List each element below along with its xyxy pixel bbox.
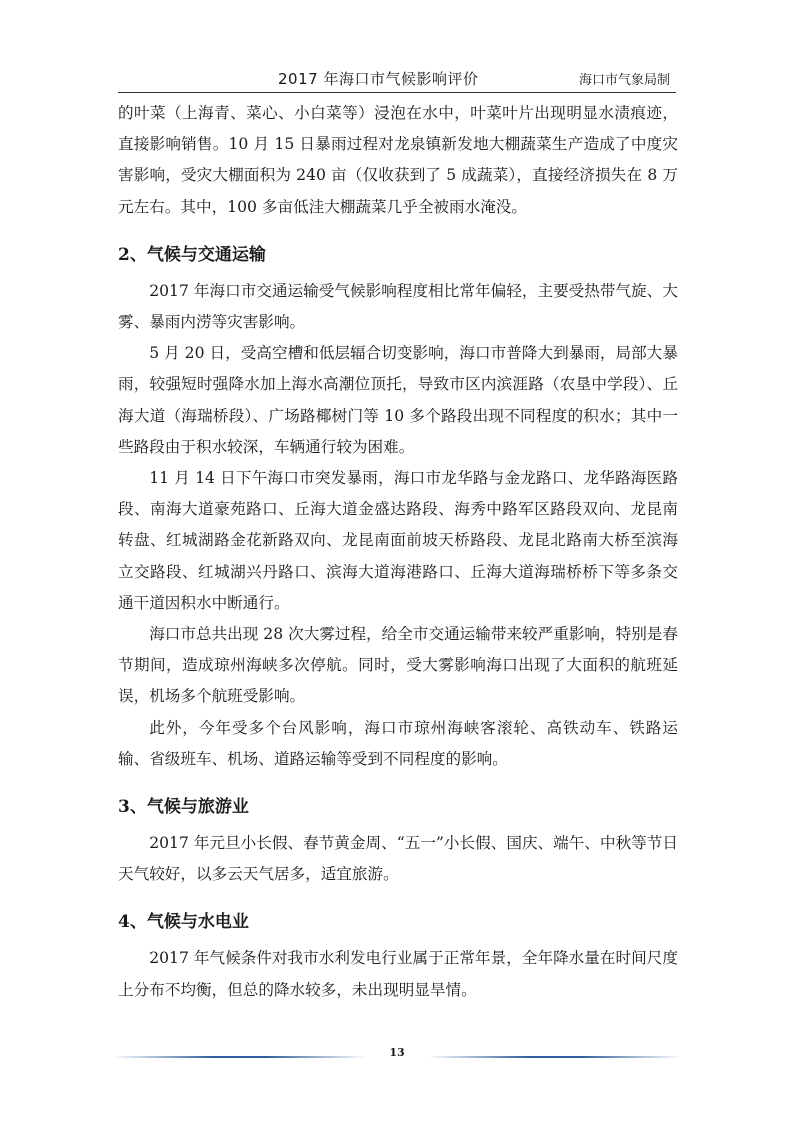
paragraph: 此外，今年受多个台风影响，海口市琼州海峡客滚轮、高铁动车、铁路运输、省级班车、机场、道路运输等受到不同程度的影响。 [118, 718, 678, 768]
section-heading-hydropower: 4、气候与水电业 [118, 912, 249, 933]
page-footer [112, 1040, 682, 1070]
paragraph: 5 月 20 日，受高空槽和低层辐合切变影响，海口市普降大到暴雨，局部大暴雨，较强短时强降水加上海水高潮位顶托，导致市区内滨涯路（农垦中学段）、丘海大道（海瑞桥段）、广场路椰树门等 10 多个路段出现不同程度的积水；其中一些路段由于积水较深，车辆通行较为困难。 [118, 344, 678, 456]
paragraph: 2017 年气候条件对我市水利发电行业属于正常年景，全年降水量在时间尺度上分布不均衡，但总的降水较多，未出现明显旱情。 [118, 949, 678, 999]
header-organization: 海口市气象局制 [578, 73, 670, 88]
section-heading-transport: 2、气候与交通运输 [118, 244, 266, 265]
paragraph: 海口市总共出现 28 次大雾过程，给全市交通运输带来较严重影响，特别是春节期间，造成琼州海峡多次停航。同时，受大雾影响海口出现了大面积的航班延误，机场多个航班受影响。 [118, 625, 678, 706]
page-header [118, 62, 676, 93]
footer-divider-left [112, 1056, 367, 1058]
paragraph: 11 月 14 日下午海口市突发暴雨，海口市龙华路与金龙路口、龙华路海医路段、南海大道豪苑路口、丘海大道金盛达路段、海秀中路军区路段双向、龙昆南转盘、红城湖路金花新路双向、龙昆南面前坡天桥路段、龙昆北路南大桥至滨海立交路段、红城湖兴丹路口、滨海大道海港路口、丘海大道海瑞桥桥下等多条交通干道因积水中断通行。 [118, 469, 678, 612]
footer-divider-right [427, 1056, 682, 1058]
page-number: 13 [389, 1046, 405, 1059]
paragraph: 2017 年海口市交通运输受气候影响程度相比常年偏轻，主要受热带气旋、大雾、暴雨内涝等灾害影响。 [118, 281, 678, 332]
intro-paragraph: 的叶菜（上海青、菜心、小白菜等）浸泡在水中，叶菜叶片出现明显水渍痕迹，直接影响销售。10 月 15 日暴雨过程对龙泉镇新发地大棚蔬菜生产造成了中度灾害影响，受灾大棚面积为 240 亩（仅收获到了 5 成蔬菜），直接经济损失在 8 万元左右。其中，100 多亩低洼大棚蔬菜几乎全被雨水淹没。 [118, 104, 678, 216]
header-title: 2017 年海口市气候影响评价 [278, 70, 479, 88]
paragraph: 2017 年元旦小长假、春节黄金周、“五一”小长假、国庆、端午、中秋等节日天气较好，以多云天气居多，适宜旅游。 [118, 834, 678, 884]
section-heading-tourism: 3、气候与旅游业 [118, 797, 249, 818]
document-body [118, 98, 678, 1006]
